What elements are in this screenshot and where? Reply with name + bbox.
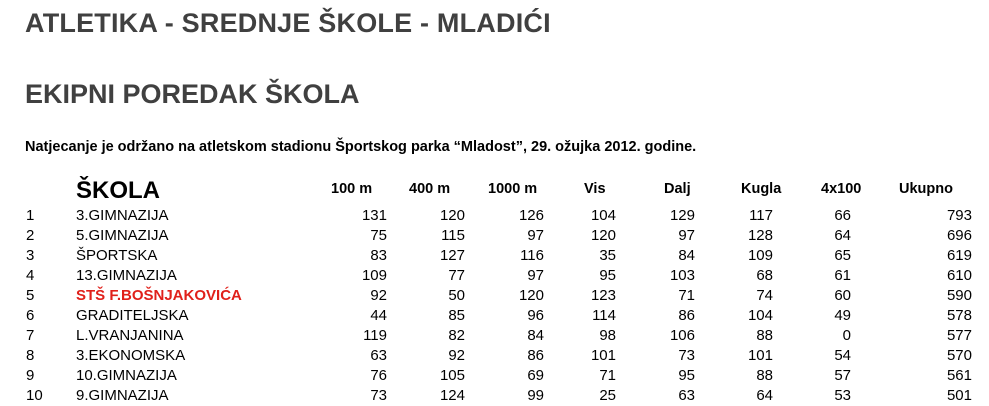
value-kugla-cell: 68: [756, 267, 773, 284]
value-vis-cell: 104: [590, 207, 616, 224]
value-dalj-cell: 84: [678, 247, 695, 264]
value-1000m-cell: 96: [527, 307, 544, 324]
value-100m-cell: 119: [363, 327, 387, 344]
school-name-cell: 9.GIMNAZIJA: [76, 387, 169, 404]
rank-cell: 7: [26, 327, 35, 344]
value-ukupno-cell: 619: [946, 247, 972, 264]
school-column-header: ŠKOLA: [76, 177, 160, 204]
rank-cell: 2: [26, 227, 35, 244]
value-ukupno-cell: 577: [946, 327, 972, 344]
school-name-cell: 13.GIMNAZIJA: [76, 267, 177, 284]
column-header-100m: 100 m: [331, 181, 373, 197]
table-row: [0, 326, 989, 346]
value-400m-cell: 124: [439, 387, 465, 404]
value-ukupno-cell: 501: [946, 387, 972, 404]
value-kugla-cell: 128: [747, 227, 773, 244]
table-row: [0, 246, 989, 266]
value-ukupno-cell: 561: [946, 367, 972, 384]
column-header-vis: Vis: [584, 181, 606, 197]
school-name-cell: 5.GIMNAZIJA: [76, 227, 169, 244]
value-vis-cell: 123: [590, 287, 616, 304]
table-row: [0, 366, 989, 386]
value-4x100-cell: 49: [834, 307, 851, 324]
value-400m-cell: 92: [448, 347, 465, 364]
value-1000m-cell: 97: [527, 227, 544, 244]
value-ukupno-cell: 578: [946, 307, 972, 324]
value-kugla-cell: 117: [749, 207, 773, 224]
table-row: [0, 306, 989, 326]
table-row: [0, 286, 989, 306]
school-name-cell: 3.EKONOMSKA: [76, 347, 186, 364]
rank-cell: 4: [26, 267, 35, 284]
value-100m-cell: 83: [370, 247, 387, 264]
column-header-dalj: Dalj: [664, 181, 691, 197]
value-vis-cell: 98: [599, 327, 616, 344]
value-1000m-cell: 97: [527, 267, 544, 284]
school-name-cell: 10.GIMNAZIJA: [76, 367, 177, 384]
value-1000m-cell: 69: [527, 367, 544, 384]
column-header-1000m: 1000 m: [488, 181, 538, 197]
value-100m-cell: 63: [370, 347, 387, 364]
value-ukupno-cell: 590: [946, 287, 972, 304]
value-4x100-cell: 0: [842, 327, 851, 344]
value-400m-cell: 77: [448, 267, 465, 284]
value-1000m-cell: 126: [518, 207, 544, 224]
rank-cell: 10: [26, 387, 43, 404]
value-1000m-cell: 86: [527, 347, 544, 364]
table-row: [0, 226, 989, 246]
value-4x100-cell: 61: [834, 267, 851, 284]
value-100m-cell: 92: [370, 287, 387, 304]
rank-cell: 6: [26, 307, 35, 324]
table-row: [0, 266, 989, 286]
value-vis-cell: 71: [599, 367, 616, 384]
table-row: [0, 346, 989, 366]
column-header-kugla: Kugla: [741, 181, 782, 197]
school-name-cell: GRADITELJSKA: [76, 307, 189, 324]
value-400m-cell: 105: [439, 367, 465, 384]
value-vis-cell: 101: [590, 347, 616, 364]
value-4x100-cell: 64: [834, 227, 851, 244]
table-row: [0, 206, 989, 226]
page-title: ATLETIKA - SREDNJE ŠKOLE - MLADIĆI: [25, 8, 551, 38]
column-header-4x100: 4x100: [821, 181, 862, 197]
value-100m-cell: 76: [370, 367, 387, 384]
value-dalj-cell: 73: [678, 347, 695, 364]
value-kugla-cell: 104: [747, 307, 773, 324]
value-400m-cell: 127: [439, 247, 465, 264]
value-4x100-cell: 60: [834, 287, 851, 304]
school-name-cell: L.VRANJANINA: [76, 327, 184, 344]
value-kugla-cell: 109: [747, 247, 773, 264]
value-dalj-cell: 63: [678, 387, 695, 404]
value-400m-cell: 50: [448, 287, 465, 304]
value-dalj-cell: 129: [669, 207, 695, 224]
value-vis-cell: 25: [599, 387, 616, 404]
rank-cell: 1: [26, 207, 35, 224]
value-dalj-cell: 95: [678, 367, 695, 384]
value-100m-cell: 131: [361, 207, 387, 224]
value-1000m-cell: 99: [527, 387, 544, 404]
value-dalj-cell: 86: [678, 307, 695, 324]
value-vis-cell: 95: [599, 267, 616, 284]
value-dalj-cell: 97: [678, 227, 695, 244]
rank-cell: 5: [26, 287, 35, 304]
value-kugla-cell: 88: [756, 367, 773, 384]
value-4x100-cell: 57: [834, 367, 851, 384]
school-name-cell: ŠPORTSKA: [76, 247, 158, 264]
column-header-400m: 400 m: [409, 181, 451, 197]
value-100m-cell: 75: [370, 227, 387, 244]
value-vis-cell: 35: [599, 247, 616, 264]
value-kugla-cell: 74: [756, 287, 773, 304]
value-dalj-cell: 106: [669, 327, 695, 344]
column-header-ukupno: Ukupno: [899, 181, 953, 197]
value-dalj-cell: 71: [678, 287, 695, 304]
page-subtitle: EKIPNI POREDAK ŠKOLA: [25, 79, 360, 109]
value-kugla-cell: 101: [747, 347, 773, 364]
value-1000m-cell: 116: [520, 247, 544, 264]
value-4x100-cell: 66: [834, 207, 851, 224]
value-dalj-cell: 103: [669, 267, 695, 284]
value-vis-cell: 114: [592, 307, 616, 324]
value-4x100-cell: 65: [834, 247, 851, 264]
school-name-cell: STŠ F.BOŠNJAKOVIĆA: [76, 287, 242, 304]
value-100m-cell: 73: [370, 387, 387, 404]
value-1000m-cell: 120: [518, 287, 544, 304]
value-vis-cell: 120: [590, 227, 616, 244]
value-4x100-cell: 54: [834, 347, 851, 364]
value-1000m-cell: 84: [527, 327, 544, 344]
value-400m-cell: 120: [439, 207, 465, 224]
value-ukupno-cell: 793: [946, 207, 972, 224]
value-100m-cell: 44: [370, 307, 387, 324]
value-400m-cell: 115: [441, 227, 465, 244]
value-ukupno-cell: 570: [946, 347, 972, 364]
competition-note: Natjecanje je održano na atletskom stadionu Športskog parka “Mladost”, 29. ožujka 2012. godine.: [25, 139, 697, 155]
school-name-cell: 3.GIMNAZIJA: [76, 207, 169, 224]
value-ukupno-cell: 610: [946, 267, 972, 284]
rank-cell: 3: [26, 247, 35, 264]
value-ukupno-cell: 696: [946, 227, 972, 244]
value-kugla-cell: 64: [756, 387, 773, 404]
rank-cell: 8: [26, 347, 35, 364]
value-kugla-cell: 88: [756, 327, 773, 344]
value-100m-cell: 109: [361, 267, 387, 284]
table-row: [0, 386, 989, 406]
rank-cell: 9: [26, 367, 35, 384]
value-400m-cell: 82: [448, 327, 465, 344]
value-400m-cell: 85: [448, 307, 465, 324]
value-4x100-cell: 53: [834, 387, 851, 404]
standings-table: [0, 206, 989, 406]
